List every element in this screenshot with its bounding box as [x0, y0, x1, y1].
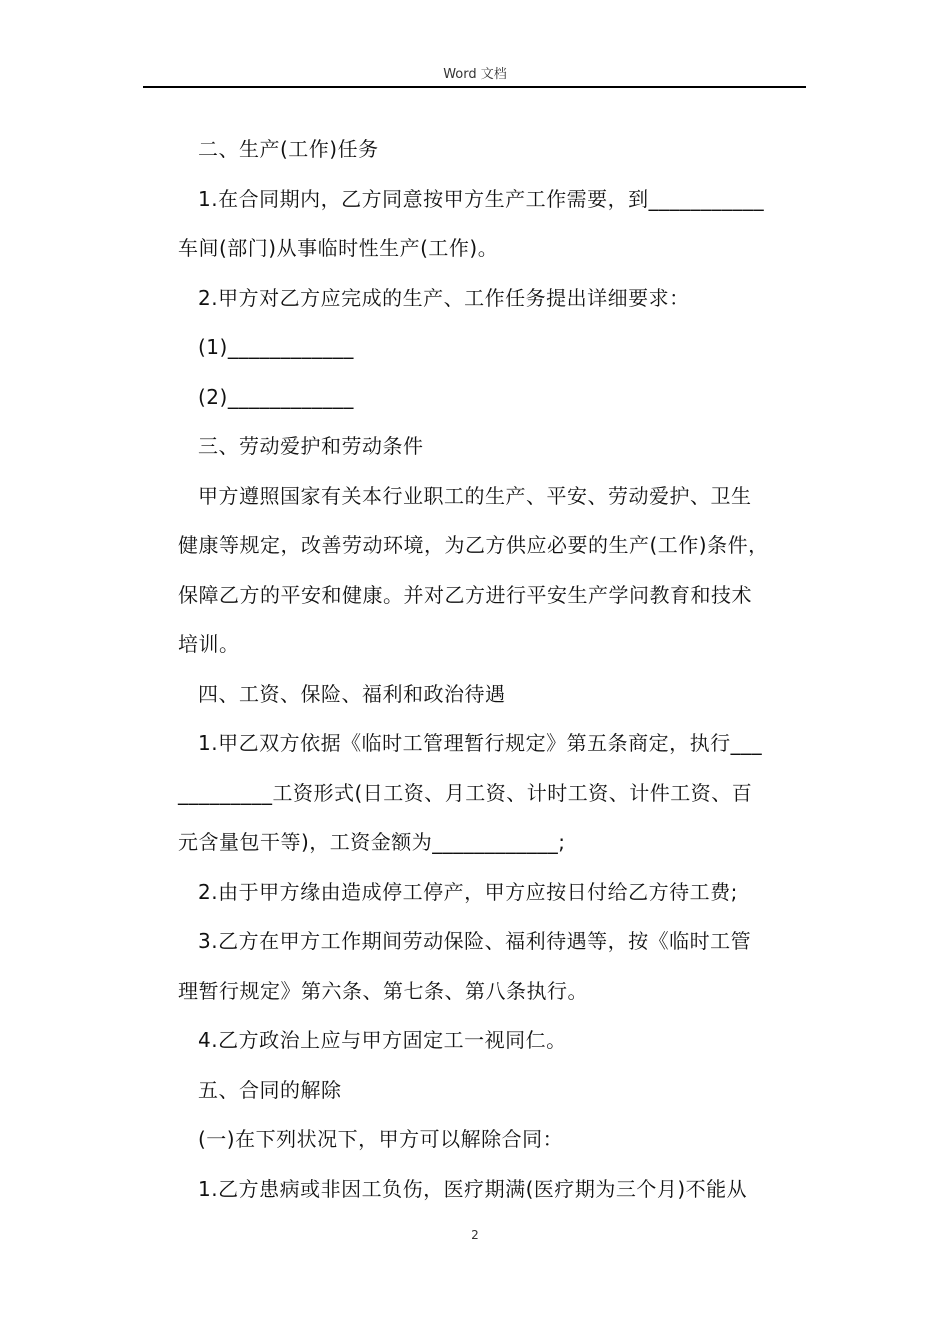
- blank-item-2: (2)____________: [198, 384, 354, 409]
- section-heading-5: 五、合同的解除: [198, 1077, 342, 1102]
- document-body: [178, 125, 806, 1214]
- paragraph-line: (一)在下列状况下，甲方可以解除合同：: [198, 1127, 564, 1151]
- paragraph-line: _________工资形式(日工资、月工资、计时工资、计件工资、百: [178, 780, 753, 805]
- paragraph-line: 4.乙方政治上应与甲方固定工一视同仁。: [198, 1028, 567, 1052]
- section-heading-2: 二、生产(工作)任务: [198, 137, 379, 161]
- paragraph-line: 理暂行规定》第六条、第七条、第八条执行。: [178, 978, 588, 1003]
- page-number: 2: [471, 1228, 479, 1242]
- paragraph-line: 1.甲乙双方依据《临时工管理暂行规定》第五条商定，执行___: [198, 731, 763, 755]
- page-header: Word 文档: [443, 67, 507, 82]
- paragraph-line: 2.由于甲方缘由造成停工停产，甲方应按日付给乙方待工费;: [198, 879, 738, 904]
- paragraph-line: 2.甲方对乙方应完成的生产、工作任务提出详细要求：: [198, 285, 690, 310]
- paragraph-line: 1.在合同期内，乙方同意按甲方生产工作需要，到___________: [198, 186, 765, 211]
- paragraph-line: 车间(部门)从事临时性生产(工作)。: [178, 236, 499, 260]
- section-heading-4: 四、工资、保险、福利和政治待遇: [198, 681, 506, 706]
- blank-item-1: (1)____________: [198, 335, 354, 359]
- paragraph-line: 1.乙方患病或非因工负伤，医疗期满(医疗期为三个月)不能从: [198, 1176, 748, 1201]
- section-heading-3: 三、劳动爱护和劳动条件: [198, 434, 424, 458]
- paragraph-line: 保障乙方的平安和健康。并对乙方进行平安生产学问教育和技术: [178, 582, 752, 607]
- paragraph-line: 3.乙方在甲方工作期间劳动保险、福利待遇等，按《临时工管: [198, 929, 752, 953]
- paragraph-line: 培训。: [178, 632, 240, 656]
- paragraph-line: 元含量包干等)，工资金额为____________;: [178, 830, 566, 854]
- paragraph-line: 甲方遵照国家有关本行业职工的生产、平安、劳动爱护、卫生: [198, 483, 752, 508]
- paragraph-line: 健康等规定，改善劳动环境，为乙方供应必要的生产(工作)条件，: [178, 533, 769, 557]
- header-divider: [143, 86, 806, 88]
